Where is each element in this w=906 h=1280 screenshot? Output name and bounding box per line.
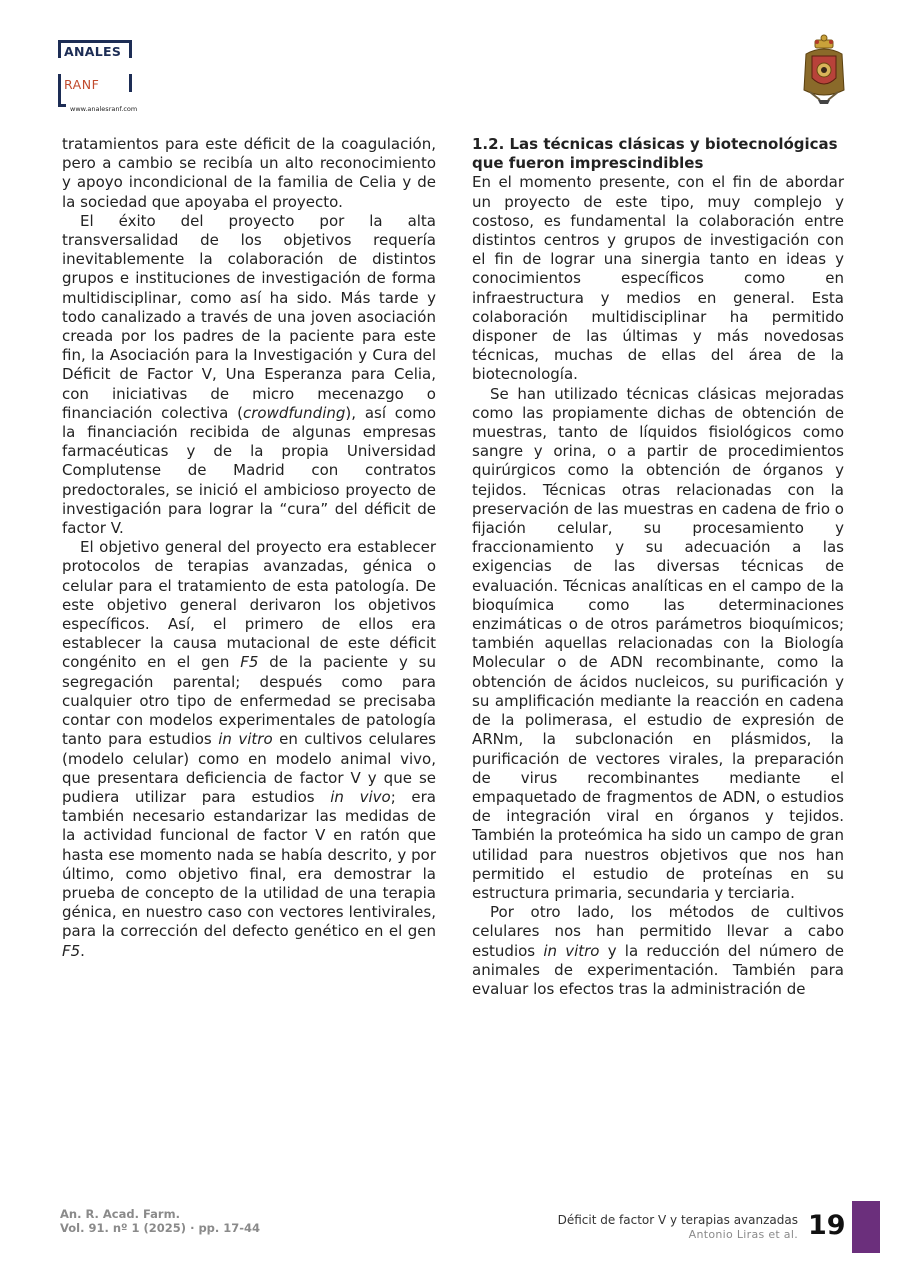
journal-logo [58, 38, 188, 114]
italic-term: in vitro [543, 941, 600, 960]
page-accent-tab [852, 1201, 880, 1253]
footer-citation [60, 1207, 260, 1235]
logo-url[interactable]: www.analesranf.com [70, 105, 138, 113]
footer-journal: An. R. Acad. Farm. [60, 1207, 180, 1221]
italic-term: F5 [240, 653, 259, 672]
text-run: en cultivos celulares (modelo celular) como en modelo animal vivo, que presentara deficiencia de factor V y que se pudiera utilizar para estudios [62, 730, 436, 806]
italic-term: in vitro [218, 730, 273, 749]
text-run: . [80, 941, 85, 960]
left-paragraph-1 [62, 135, 436, 212]
left-column [62, 135, 436, 961]
right-column [472, 135, 844, 999]
italic-term: in vivo [330, 787, 391, 806]
left-paragraph-2 [62, 212, 436, 538]
right-paragraph-3 [472, 903, 844, 999]
footer-volume: Vol. 91. nº 1 (2025) · pp. 17-44 [60, 1221, 261, 1235]
text-run: ), así como la financiación recibida de algunas empresas farmacéuticas y de la propia Universidad Complutense de Madrid con contratos predoctorales, se inició el ambicioso proyecto de investigación para lograr la “cura” del déficit de factor V. [62, 403, 437, 538]
text-run: El éxito del proyecto por la alta transversalidad de los objetivos requería inevitablemente la colaboración de distintos grupos e instituciones de investigación de forma multidisciplinar, como así ha sido. Más tarde y todo canalizado a través de una joven asociación creada por los padres de la paciente para este fin, la Asociación para la Investigación y Cura del Déficit de Factor V, Una Esperanza para Celia, con iniciativas de micro mecenazgo o financiación colectiva ( [62, 211, 436, 422]
italic-term: F5 [62, 941, 81, 960]
text-run: El objetivo general del proyecto era establecer protocolos de terapias avanzadas, génica o celular para el tratamiento de esta patología. De este objetivo general derivaron los objetivos específicos. Así, el primero de ellos era establecer la causa mutacional de este déficit congénito en el gen [62, 538, 436, 672]
page-number: 19 [808, 1210, 846, 1241]
text-run: ; era también necesario estandarizar las medidas de la actividad funcional de factor V en ratón que hasta ese momento nada se había descrito, y por último, como objetivo final, era demostrar la prueba de concepto de la utilidad de una terapia génica, en nuestro caso con vectores lentivirales, para la corrección del defecto genético en el gen [62, 787, 436, 941]
right-paragraph-2 [472, 385, 844, 903]
section-heading: 1.2. Las técnicas clásicas y biotecnológicas que fueron imprescindibles [472, 135, 838, 173]
text-run: En el momento presente, con el fin de abordar un proyecto de este tipo, muy complejo y costoso, es fundamental la colaboración entre distintos centros y grupos de investigación con el fin de lograr una sinergia tanto en ideas y conocimientos específicos como en infraestructura y medios en general. Esta colaboración multidisciplinar ha permitido disponer de las últimas y más novedosas técnicas, muchas de ellas del área de la biotecnología. [472, 173, 844, 384]
text-run: tratamientos para este déficit de la coagulación, pero a cambio se recibía un alto reconocimiento y apoyo incondicional de la familia de Celia y de la sociedad que apoyaba el proyecto. [62, 135, 436, 211]
footer-authors: Antonio Liras et al. [688, 1228, 798, 1241]
right-paragraph-1 [472, 173, 844, 384]
italic-term: crowdfunding [243, 403, 346, 422]
text-run: Por otro lado, los métodos de cultivos celulares nos han permitido llevar a cabo estudios [472, 903, 844, 960]
text-run: de la paciente y su segregación parental; después como para cualquier otro tipo de enfermedad se precisaba contar con modelos experimentales de patología tanto para estudios [62, 653, 437, 749]
text-run: Se han utilizado técnicas clásicas mejoradas como las propiamente dichas de obtención de muestras, tanto de líquidos fisiológicos como sangre y orina, o a partir de procedimientos quirúrgicos como la obtención de órganos y tejidos. Técnicas otras relacionadas con la preservación de las muestras en cadena de frio o fijación celular, su procesamiento y fraccionamiento y su adecuación a las exigencias de las diversas técnicas de evaluación. Técnicas analíticas en el campo de la bioquímica como las determinaciones enzimáticas o de otros parámetros bioquímicos; también aquellas relacionadas con la Biología Molecular o de ADN recombinante, como la obtención de ácidos nucleicos, su purificación y su amplificación mediante la reacción en cadena de la polimerasa, el estudio de expresión de ARNm, la subclonación en plásmidos, la purificación de vectores virales, la preparación de virus recombinantes mediante el empaquetado de fragmentos de ADN, o estudios de integración viral en órganos y tejidos. También la proteómica ha sido un campo de gran utilidad para nuestros objetivos que nos han permitido el estudio de proteínas en su estructura primaria, secundaria y terciaria. [472, 384, 844, 902]
royal-academy-crest-icon [800, 34, 848, 106]
logo-anales-text: ANALES [64, 44, 122, 59]
footer-running-title: Déficit de factor V y terapias avanzadas [557, 1213, 798, 1227]
footer-running-head [558, 1213, 798, 1242]
logo-ranf-text: RANF [64, 77, 100, 92]
left-paragraph-3 [62, 538, 436, 960]
text-run: y la reducción del número de animales de experimentación. También para evaluar los efectos tras la administración de [472, 941, 844, 998]
